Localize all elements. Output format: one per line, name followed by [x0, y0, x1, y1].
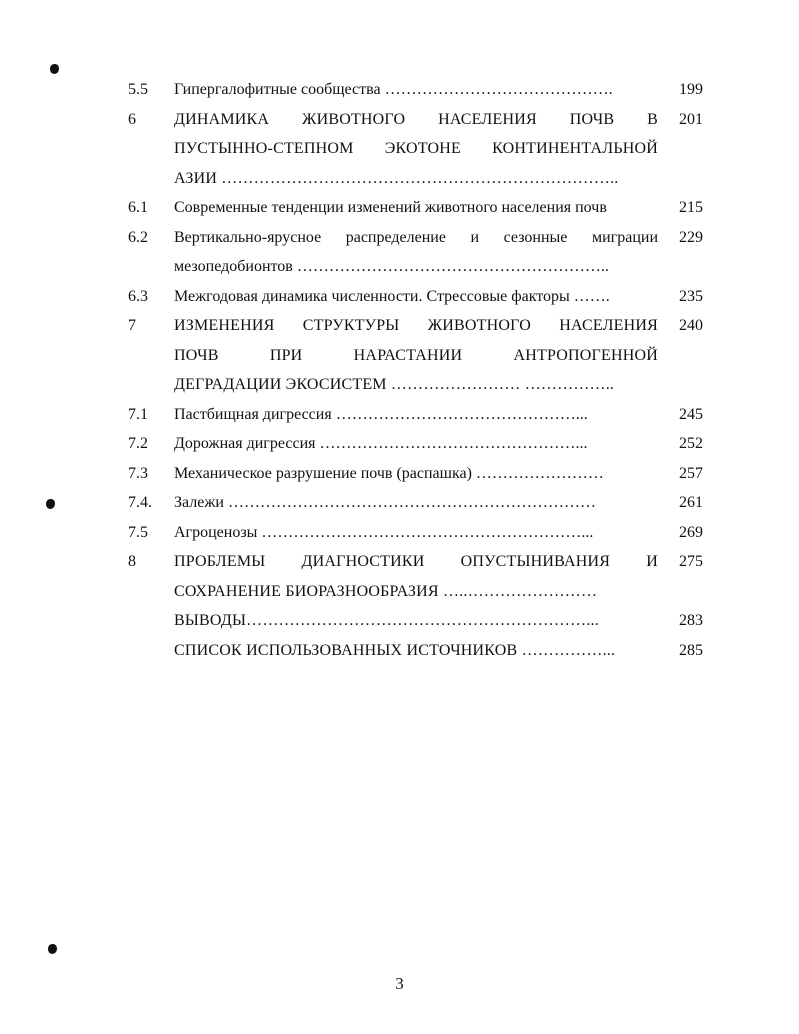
toc-entry-7-5 [128, 518, 703, 548]
toc-entry-6-3 [128, 282, 703, 312]
toc-entry-page: 229 [679, 228, 703, 246]
toc-title-line: ПУСТЫННО-СТЕПНОМ ЭКОТОНЕ КОНТИНЕНТАЛЬНОЙ [174, 140, 658, 157]
toc-entry-6-1 [128, 193, 703, 223]
toc-title-line: Вертикально-ярусное распределение и сезонные миграции [174, 228, 658, 246]
toc-entry-title [174, 400, 658, 430]
toc-entry-number: 6.1 [128, 199, 148, 216]
toc-entry-number: 6.2 [128, 228, 148, 246]
toc-entry-page: 240 [679, 317, 703, 334]
toc-entry-title [174, 518, 658, 548]
toc-entry-references [128, 636, 703, 666]
toc-title-line: Межгодовая динамика численности. Стрессовые факторы ……. [174, 287, 610, 305]
toc-entry-number: 6 [128, 110, 136, 128]
toc-entry-title [174, 488, 658, 518]
toc-entry-7-3 [128, 459, 703, 489]
toc-entry-7 [128, 311, 703, 400]
toc-title-line: ПРОБЛЕМЫ ДИАГНОСТИКИ ОПУСТЫНИВАНИЯ И [174, 553, 658, 570]
toc-entry-7-1 [128, 400, 703, 430]
toc-title-line: ИЗМЕНЕНИЯ СТРУКТУРЫ ЖИВОТНОГО НАСЕЛЕНИЯ [174, 317, 658, 334]
scan-mark-dot [46, 499, 55, 509]
toc-title-line: ДЕГРАДАЦИИ ЭКОСИСТЕМ …………………… …………….. [174, 376, 615, 393]
toc-entry-number: 7.2 [128, 435, 148, 452]
toc-entry-number: 7.1 [128, 405, 148, 423]
toc-entry-title [174, 311, 658, 400]
toc-entry-title [174, 606, 658, 636]
table-of-contents [128, 75, 703, 665]
toc-title-line: СПИСОК ИСПОЛЬЗОВАННЫХ ИСТОЧНИКОВ ……………... [174, 641, 616, 659]
toc-entry-page: 275 [679, 553, 703, 570]
toc-entry-page: 245 [679, 405, 703, 423]
toc-entry-7-4 [128, 488, 703, 518]
toc-entry-title [174, 636, 658, 666]
toc-entry-number: 5.5 [128, 81, 148, 98]
toc-entry-page: 215 [679, 199, 703, 216]
toc-title-line: Механическое разрушение почв (распашка) …………………… [174, 464, 604, 482]
toc-entry-number: 7.5 [128, 523, 148, 541]
toc-entry-number: 8 [128, 553, 136, 570]
toc-entry-page: 235 [679, 287, 703, 305]
toc-title-line: Современные тенденции изменений животного населения почв [174, 199, 607, 216]
toc-entry-page: 257 [679, 464, 703, 482]
toc-entry-page: 261 [679, 494, 703, 511]
toc-entry-7-2 [128, 429, 703, 459]
toc-entry-title [174, 282, 658, 312]
toc-entry-title [174, 75, 658, 105]
toc-title-line: Пастбищная дигрессия ………………………………………... [174, 405, 588, 423]
toc-entry-number: 6.3 [128, 287, 148, 305]
toc-title-line: ДИНАМИКА ЖИВОТНОГО НАСЕЛЕНИЯ ПОЧВ В [174, 110, 658, 128]
scan-mark-dot [50, 64, 59, 74]
toc-entry-5-5 [128, 75, 703, 105]
scan-mark-dot [48, 944, 57, 954]
toc-entry-6 [128, 105, 703, 194]
toc-title-line: Агроценозы ……………………………………………………... [174, 523, 594, 541]
toc-entry-title [174, 459, 658, 489]
toc-entry-page: 285 [679, 641, 703, 659]
page-number: 3 [395, 974, 404, 993]
toc-entry-page: 269 [679, 523, 703, 541]
toc-entry-conclusions [128, 606, 703, 636]
toc-title-line: Гипергалофитные сообщества ……………………………………. [174, 81, 613, 98]
toc-title-line: ПОЧВ ПРИ НАРАСТАНИИ АНТРОПОГЕННОЙ [174, 346, 658, 364]
toc-entry-8 [128, 547, 703, 606]
toc-entry-title [174, 429, 658, 459]
toc-title-line: АЗИИ ……………………………………………………………….. [174, 169, 619, 187]
toc-entry-page: 252 [679, 435, 703, 452]
toc-entry-number: 7 [128, 317, 136, 334]
toc-entry-number: 7.4. [128, 494, 152, 511]
toc-entry-title [174, 547, 658, 606]
toc-entry-page: 201 [679, 110, 703, 128]
toc-entry-page: 199 [679, 81, 703, 98]
toc-title-line: Залежи …………………………………………………………… [174, 494, 596, 511]
toc-entry-title [174, 105, 658, 194]
toc-title-line: Дорожная дигрессия …………………………………………... [174, 435, 588, 452]
toc-title-line: СОХРАНЕНИЕ БИОРАЗНООБРАЗИЯ …..…………………… [174, 582, 598, 600]
toc-entry-title [174, 223, 658, 282]
toc-entry-page: 283 [679, 612, 703, 629]
toc-title-line: мезопедобионтов ………………………………………………….. [174, 258, 609, 275]
toc-entry-title [174, 193, 658, 223]
toc-title-line: ВЫВОДЫ………………………………………………………... [174, 612, 599, 629]
toc-entry-number: 7.3 [128, 464, 148, 482]
toc-entry-6-2 [128, 223, 703, 282]
